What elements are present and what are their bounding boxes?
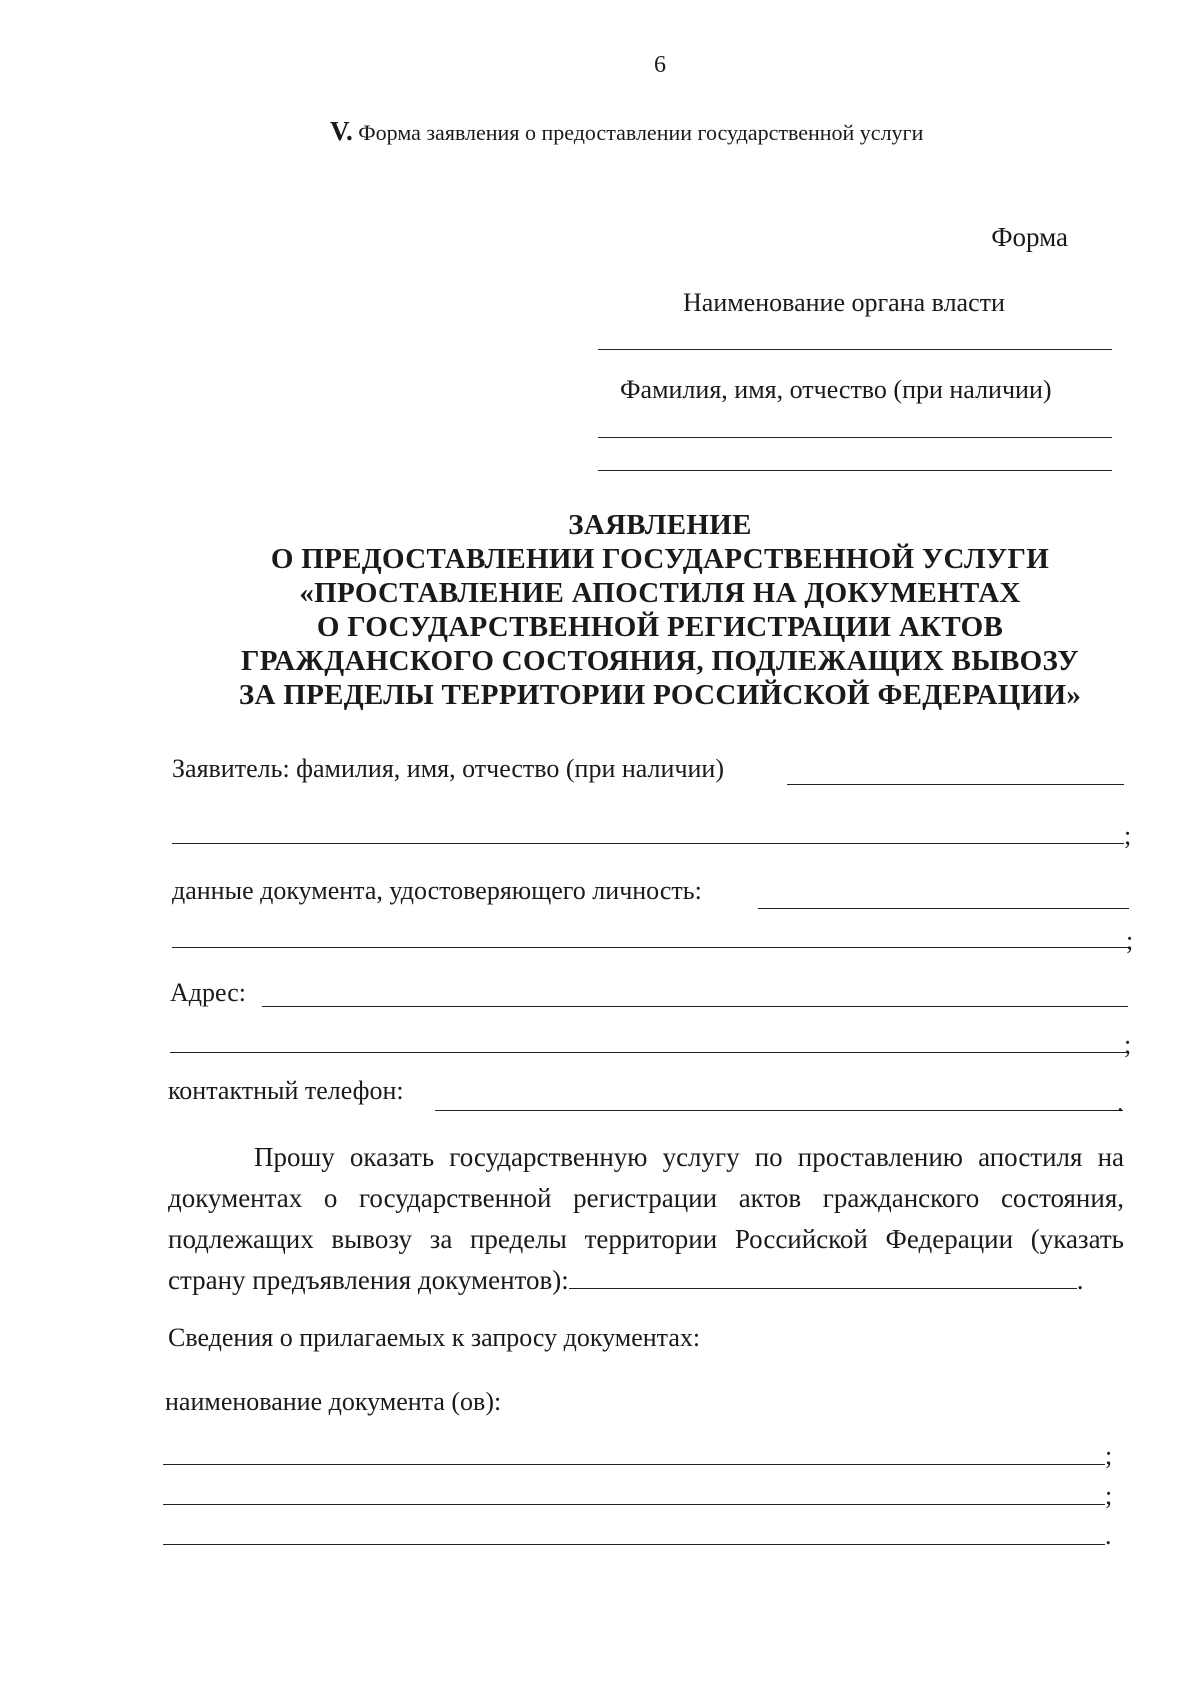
- document-name-line-1[interactable]: [163, 1464, 1105, 1465]
- identity-document-label: данные документа, удостоверяющего личность:: [172, 876, 702, 905]
- identity-document-line-2[interactable]: [172, 947, 1128, 948]
- applicant-line-1[interactable]: [787, 784, 1124, 785]
- period: .: [1117, 1088, 1124, 1117]
- recipient-fio-line-1[interactable]: [598, 437, 1112, 438]
- semicolon: ;: [1105, 1481, 1113, 1510]
- identity-document-line-1[interactable]: [758, 908, 1129, 909]
- semicolon: ;: [1126, 926, 1134, 955]
- page-number: 6: [654, 52, 666, 78]
- address-label: Адрес:: [170, 978, 246, 1007]
- section-roman-numeral: V.: [330, 116, 353, 146]
- request-paragraph: [168, 1137, 1124, 1301]
- period: .: [1105, 1521, 1112, 1550]
- recipient-fio-line-2[interactable]: [598, 470, 1112, 471]
- applicant-line-2[interactable]: [172, 843, 1124, 844]
- heading-line: ЗАЯВЛЕНИЕ: [568, 509, 752, 541]
- semicolon: ;: [1124, 821, 1132, 850]
- heading-line: ГРАЖДАНСКОГО СОСТОЯНИЯ, ПОДЛЕЖАЩИХ ВЫВОЗУ: [241, 645, 1079, 677]
- phone-line[interactable]: [435, 1110, 1123, 1111]
- document-name-line-3[interactable]: [163, 1544, 1105, 1545]
- address-line-2[interactable]: [170, 1052, 1126, 1053]
- document-name-line-2[interactable]: [163, 1504, 1105, 1505]
- authority-name-label: Наименование органа власти: [683, 288, 1005, 317]
- heading-line: О ГОСУДАРСТВЕННОЙ РЕГИСТРАЦИИ АКТОВ: [316, 611, 1004, 643]
- heading-line: «ПРОСТАВЛЕНИЕ АПОСТИЛЯ НА ДОКУМЕНТАХ: [299, 577, 1021, 609]
- semicolon: ;: [1105, 1441, 1113, 1470]
- phone-label: контактный телефон:: [168, 1076, 404, 1105]
- attachments-label: Сведения о прилагаемых к запросу документах:: [168, 1323, 701, 1352]
- applicant-label: Заявитель: фамилия, имя, отчество (при наличии): [172, 754, 725, 783]
- semicolon: ;: [1124, 1030, 1132, 1059]
- heading-line: ЗА ПРЕДЕЛЫ ТЕРРИТОРИИ РОССИЙСКОЙ ФЕДЕРАЦИИ»: [238, 679, 1082, 711]
- section-title: [330, 116, 923, 147]
- address-line-1[interactable]: [262, 1006, 1128, 1007]
- section-title-text: Форма заявления о предоставлении государственной услуги: [352, 120, 924, 145]
- authority-name-line[interactable]: [598, 349, 1112, 350]
- country-line[interactable]: [569, 1266, 1077, 1289]
- request-paragraph-text: Прошу оказать государственную услугу по проставлению апостиля на документах о государственной регистрации актов гражданского состояния, подлежащих вывозу за пределы территории Российской Федерации (указать страну предъявления документов):: [168, 1142, 1124, 1295]
- recipient-fio-label: Фамилия, имя, отчество (при наличии): [620, 375, 1052, 404]
- document-heading: [150, 508, 1170, 712]
- document-names-label: наименование документа (ов):: [165, 1387, 502, 1416]
- form-label: Форма: [991, 222, 1068, 252]
- period: .: [1076, 1265, 1084, 1295]
- heading-line: О ПРЕДОСТАВЛЕНИИ ГОСУДАРСТВЕННОЙ УСЛУГИ: [270, 543, 1050, 575]
